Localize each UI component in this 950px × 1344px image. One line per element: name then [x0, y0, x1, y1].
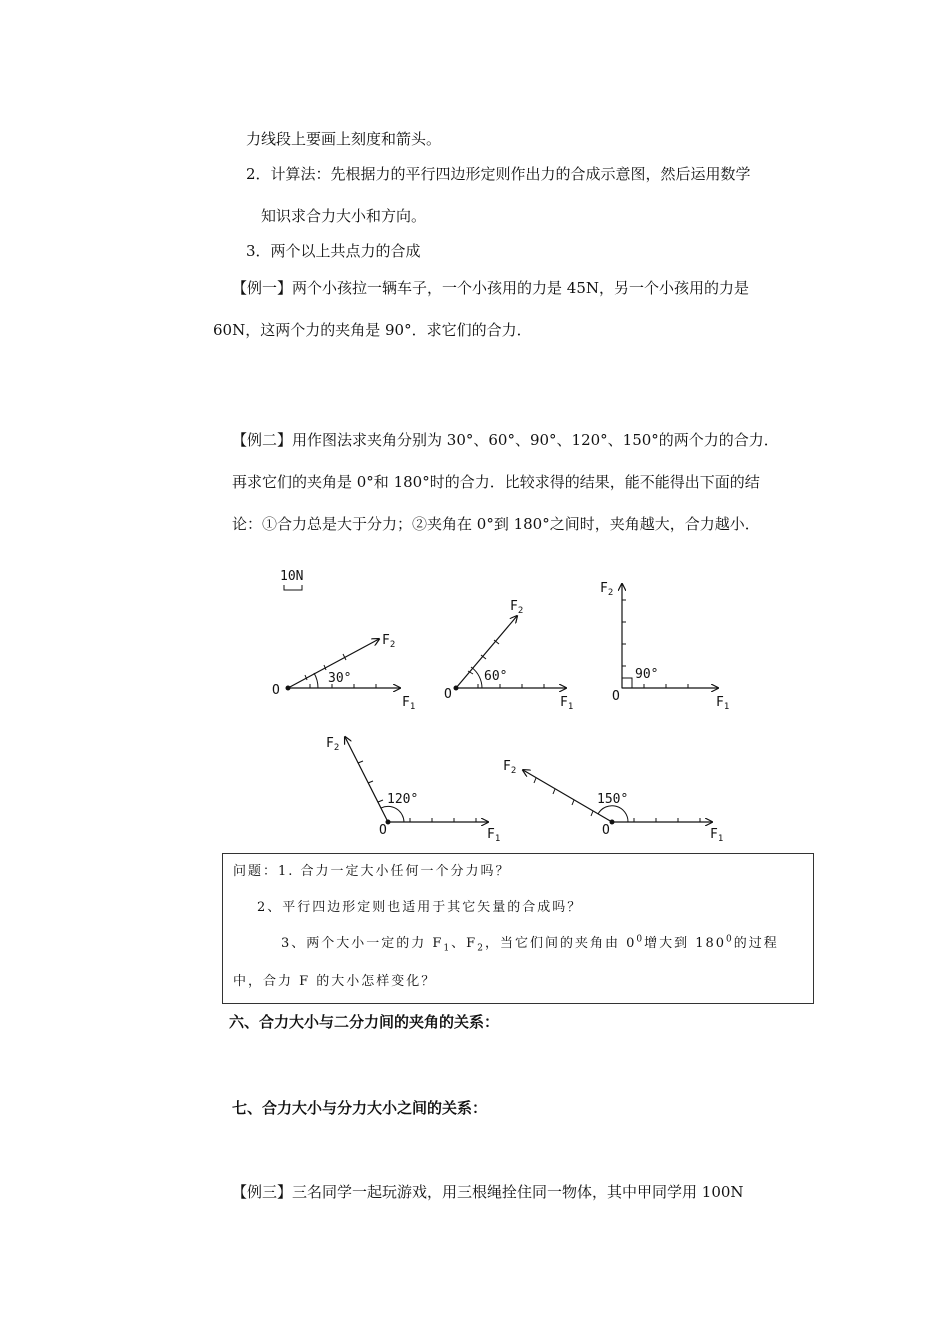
question-2: 2、平行四边形定则也适用于其它矢量的合成吗？: [257, 900, 583, 915]
question-box: [222, 853, 814, 1004]
f2-label: $F_2$: [382, 633, 396, 650]
f1-label: $F_1$: [710, 827, 724, 844]
origin-label: O: [272, 683, 280, 698]
text-line: 论：①合力总是大于分力；②夹角在 0°到 180°之间时，夹角越大，合力越小．: [232, 515, 760, 533]
right-angle-mark: [622, 678, 632, 688]
text-line: 【例二】用作图法求夹角分别为 30°、60°、90°、120°、150°的两个力的合力．: [232, 431, 779, 449]
text-line: 再求它们的夹角是 0°和 180°时的合力．比较求得的结果，能不能得出下面的结: [232, 473, 760, 491]
origin-label: O: [379, 823, 387, 838]
example-three: 【例三】三名同学一起玩游戏，用三根绳拴住同一物体，其中甲同学用 100N: [232, 1183, 744, 1201]
scale-bar: [280, 569, 303, 590]
f2-label: $F_2$: [503, 759, 517, 776]
text-line: 力线段上要画上刻度和箭头。: [246, 130, 442, 148]
origin-point: [286, 686, 291, 691]
angle-label: 60°: [484, 669, 508, 684]
f2-label: $F_2$: [510, 599, 524, 616]
text-line: 【例一】两个小孩拉一辆车子，一个小孩用的力是 45N，另一个小孩用的力是: [232, 279, 749, 297]
text-line: 2．计算法：先根据力的平行四边形定则作出力的合成示意图，然后运用数学: [246, 165, 751, 183]
heading-six: 六、合力大小与二分力间的夹角的关系：: [229, 1013, 500, 1031]
origin-point: [454, 686, 459, 691]
diagram-60-degrees: [444, 599, 573, 712]
question-3: 3、两个大小一定的力 $F_1$、$F_2$，当它们间的夹角由 $0^0$增大到 $180^0$的过程: [281, 934, 779, 954]
f1-label: $F_1$: [716, 695, 730, 712]
text-line: 知识求合力大小和方向。: [261, 207, 427, 225]
diagram-90-degrees: [600, 581, 729, 712]
angle-label: 90°: [635, 667, 659, 682]
f1-label: $F_1$: [402, 695, 416, 712]
f1-label: $F_1$: [487, 827, 501, 844]
scale-label: 10N: [280, 569, 304, 584]
origin-label: O: [612, 689, 620, 704]
text-line: 60N，这两个力的夹角是 90°．求它们的合力．: [213, 321, 532, 339]
question-1: 问题：1. 合力一定大小任何一个分力吗？: [233, 864, 511, 879]
text-line: 3．两个以上共点力的合成: [246, 242, 421, 260]
diagram-150-degrees: [503, 759, 723, 844]
angle-label: 30°: [328, 671, 352, 686]
origin-label: O: [602, 823, 610, 838]
diagram-30-degrees: [272, 633, 415, 712]
f1-label: $F_1$: [560, 695, 574, 712]
question-3-continued: 中，合力 F 的大小怎样变化？: [233, 974, 437, 989]
angle-label: 120°: [387, 792, 419, 807]
diagram-120-degrees: [326, 736, 500, 844]
f2-arrow: [345, 737, 388, 822]
f2-label: $F_2$: [326, 736, 340, 753]
heading-seven: 七、合力大小与分力大小之间的关系：: [232, 1099, 488, 1117]
origin-point: [610, 820, 615, 825]
f2-label: $F_2$: [600, 581, 614, 598]
origin-label: O: [444, 687, 452, 702]
angle-label: 150°: [597, 792, 629, 807]
